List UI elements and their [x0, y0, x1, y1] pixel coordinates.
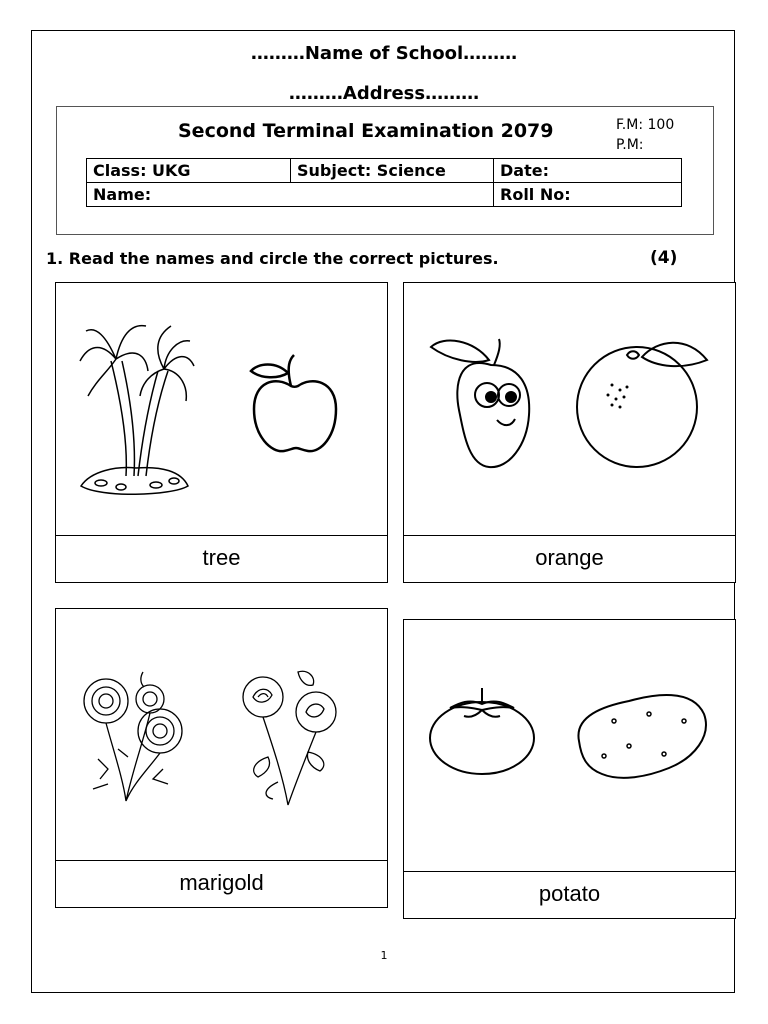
date-cell[interactable]: Date:: [494, 159, 682, 183]
card-pictures: [56, 283, 387, 536]
page-number: 1: [380, 949, 388, 962]
card-tree: [55, 282, 388, 583]
potato-icon[interactable]: [574, 686, 709, 781]
rose-flower-icon[interactable]: [238, 667, 348, 807]
name-cell[interactable]: Name:: [87, 183, 494, 207]
apple-icon[interactable]: [246, 351, 341, 461]
card-pictures: [404, 283, 735, 536]
exam-title: Second Terminal Examination 2079: [178, 120, 554, 142]
tomato-icon[interactable]: [428, 686, 538, 776]
student-info-table: [86, 158, 682, 207]
full-marks: F.M: 100: [616, 117, 675, 133]
marks-info: [616, 115, 674, 155]
mango-icon[interactable]: [429, 335, 539, 475]
palm-tree-icon[interactable]: [76, 301, 196, 506]
card-label-marigold: marigold: [179, 870, 264, 895]
question-text: 1. Read the names and circle the correct pictures.: [46, 249, 499, 268]
roll-cell[interactable]: Roll No:: [494, 183, 682, 207]
card-pictures: [56, 609, 387, 861]
card-label-orange: orange: [535, 545, 604, 570]
question-marks: (4): [650, 248, 678, 268]
pass-marks: P.M:: [616, 137, 644, 153]
card-potato: [403, 619, 736, 919]
subject-cell[interactable]: Subject: Science: [291, 159, 494, 183]
card-label-potato: potato: [538, 881, 601, 906]
card-orange: [403, 282, 736, 583]
card-marigold: [55, 608, 388, 908]
card-label-tree: tree: [202, 545, 241, 570]
orange-fruit-icon[interactable]: [572, 335, 712, 470]
class-cell[interactable]: Class: UKG: [87, 159, 291, 183]
school-address: ………Address………: [288, 83, 480, 104]
card-pictures: [404, 620, 735, 872]
marigold-flower-icon[interactable]: [78, 669, 193, 804]
school-name: ………Name of School………: [250, 43, 518, 64]
